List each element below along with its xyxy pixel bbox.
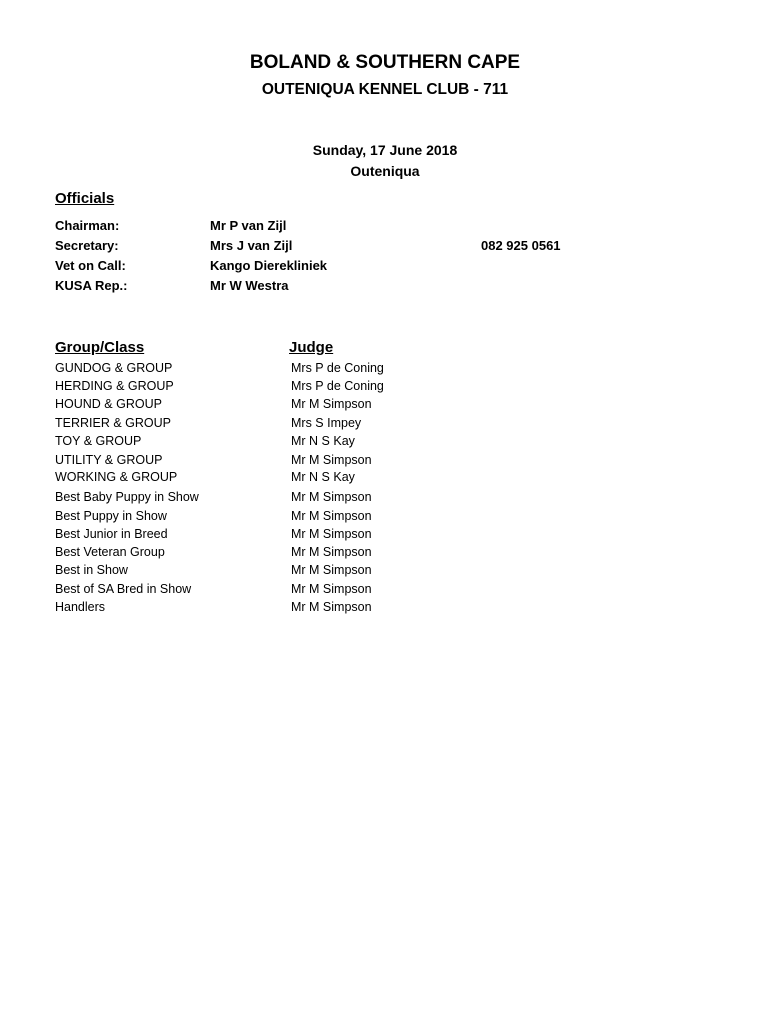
judge-cell: Mr M Simpson	[291, 600, 372, 614]
judge-cell: Mr M Simpson	[291, 582, 372, 596]
show-venue: Outeniqua	[350, 163, 420, 179]
class-cell: Best of SA Bred in Show	[55, 582, 192, 596]
class-cell: Best Puppy in Show	[55, 509, 167, 523]
judge-heading: Judge	[289, 339, 334, 356]
official-label-secretary: Secretary:	[55, 238, 119, 253]
class-cell: Best Veteran Group	[55, 545, 165, 559]
class-cell: Best Baby Puppy in Show	[55, 490, 199, 504]
class-cell: TERRIER & GROUP	[55, 416, 171, 430]
judge-cell: Mr M Simpson	[291, 545, 372, 559]
judge-cell: Mr N S Kay	[291, 434, 355, 448]
class-cell: HOUND & GROUP	[55, 397, 162, 411]
judge-cell: Mr M Simpson	[291, 509, 372, 523]
judge-cell: Mrs S Impey	[291, 416, 362, 430]
class-cell: UTILITY & GROUP	[55, 453, 163, 467]
official-value-secretary: Mrs J van Zijl	[210, 238, 293, 253]
judge-cell: Mr M Simpson	[291, 527, 372, 541]
judge-cell: Mr N S Kay	[291, 470, 355, 484]
class-cell: TOY & GROUP	[55, 434, 142, 448]
document-subtitle: OUTENIQUA KENNEL CLUB - 711	[261, 81, 509, 98]
secretary-phone: 082 925 0561	[481, 238, 561, 253]
official-label-vet: Vet on Call:	[55, 258, 126, 273]
class-cell: Handlers	[55, 600, 106, 614]
class-cell: Best in Show	[55, 563, 128, 577]
class-cell: Best Junior in Breed	[55, 527, 168, 541]
judge-cell: Mr M Simpson	[291, 453, 372, 467]
officials-heading: Officials	[55, 190, 115, 207]
judge-cell: Mrs P de Coning	[291, 379, 384, 393]
official-label-chairman: Chairman:	[55, 218, 120, 233]
show-date: Sunday, 17 June 2018	[312, 142, 458, 158]
judge-cell: Mr M Simpson	[291, 563, 372, 577]
group-class-heading: Group/Class	[55, 339, 145, 356]
official-label-kusa-rep: KUSA Rep.:	[55, 278, 128, 293]
official-value-chairman: Mr P van Zijl	[210, 218, 287, 233]
judge-cell: Mr M Simpson	[291, 397, 372, 411]
class-cell: WORKING & GROUP	[55, 470, 178, 484]
class-cell: HERDING & GROUP	[55, 379, 174, 393]
judge-cell: Mrs P de Coning	[291, 361, 384, 375]
judge-cell: Mr M Simpson	[291, 490, 372, 504]
official-value-kusa-rep: Mr W Westra	[210, 278, 289, 293]
document-title: BOLAND & SOUTHERN CAPE	[249, 52, 521, 73]
official-value-vet: Kango Dierekliniek	[210, 258, 328, 273]
class-cell: GUNDOG & GROUP	[55, 361, 173, 375]
